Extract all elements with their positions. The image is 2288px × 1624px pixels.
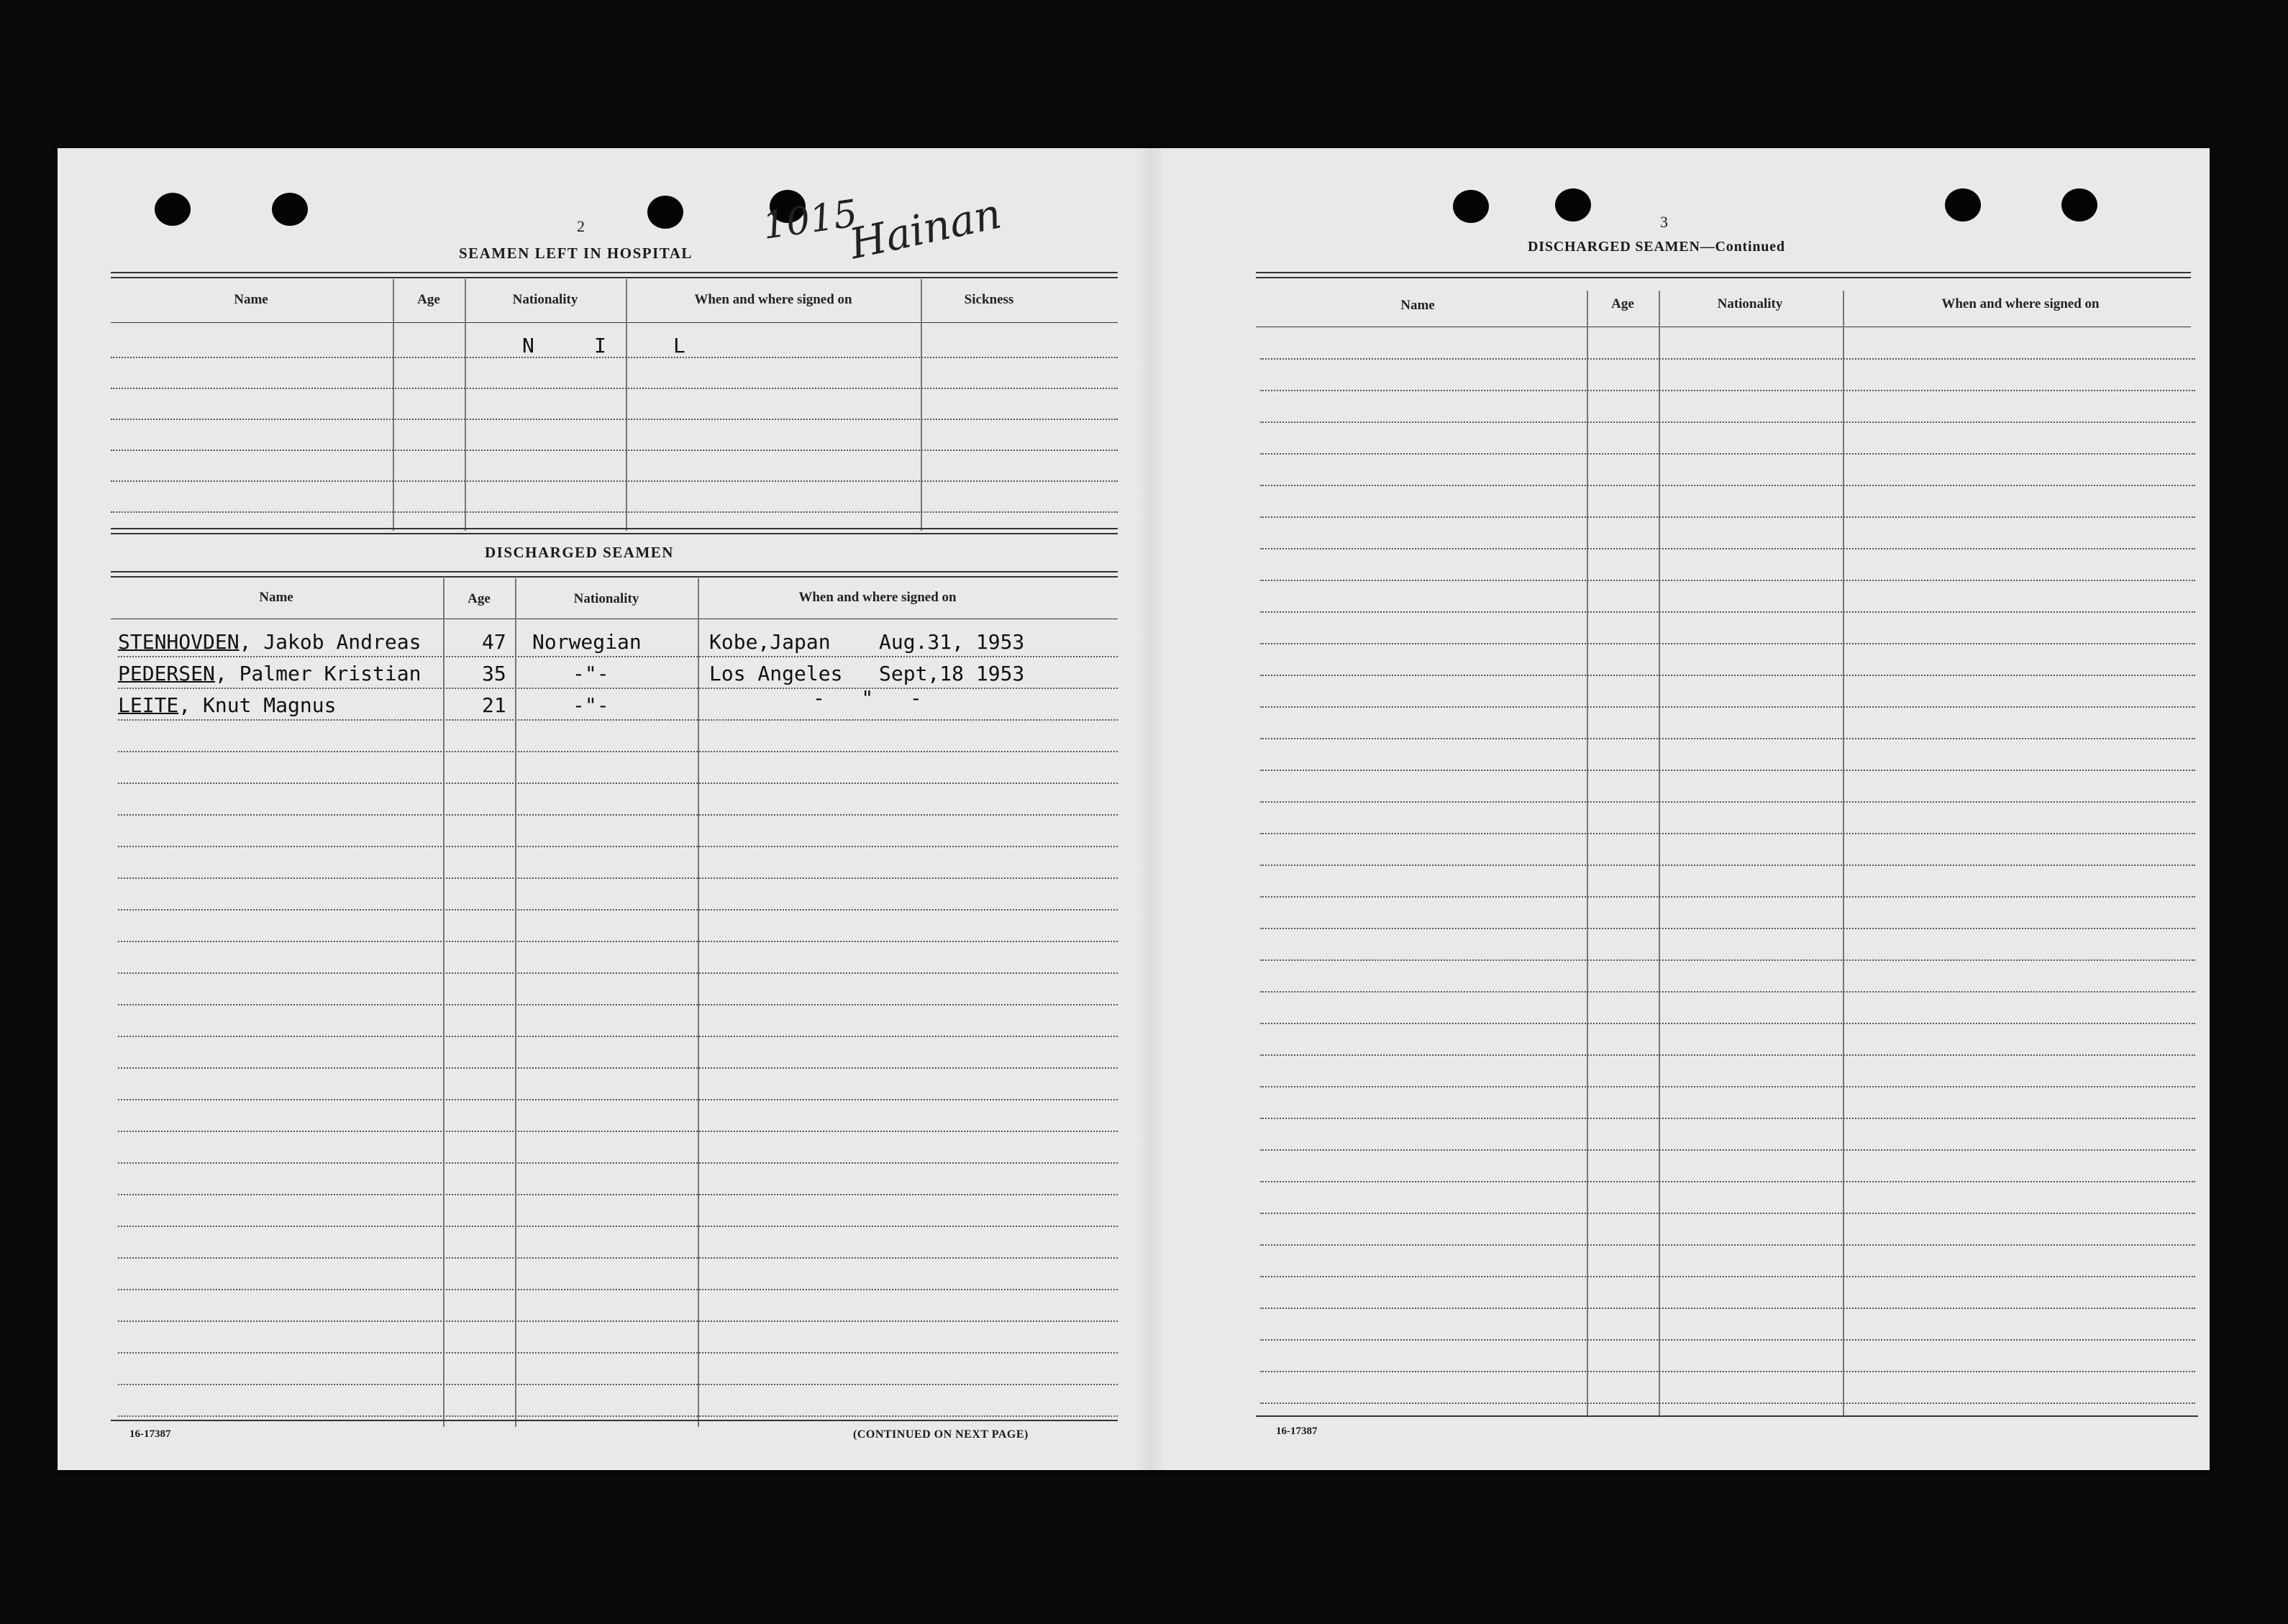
entry-line	[1260, 1023, 2195, 1024]
entry-line	[1260, 1244, 2195, 1246]
signed-on-date: Sept,18 1953	[879, 662, 1025, 685]
bottom-rule	[1256, 1415, 2198, 1417]
entry-line	[118, 1067, 1118, 1069]
col-header-nationality: Nationality	[512, 292, 578, 307]
col-header-nationality: Nationality	[573, 591, 639, 606]
punch-hole	[1945, 188, 1981, 222]
entry-line	[1260, 453, 2195, 455]
signed-on-place: Kobe,Japan	[709, 630, 831, 654]
col-header-signed-on: When and where signed on	[798, 590, 957, 605]
discharged-section-title: DISCHARGED SEAMEN	[485, 544, 674, 561]
bottom-rule	[111, 1420, 1118, 1421]
col-divider	[465, 279, 466, 531]
hospital-section-title: SEAMEN LEFT IN HOSPITAL	[459, 245, 693, 262]
entry-line	[118, 909, 1118, 911]
entry-line	[118, 1162, 1118, 1164]
seaman-age: 47	[482, 630, 506, 654]
col-header-age: Age	[468, 591, 491, 606]
seaman-nationality: -"-	[573, 693, 609, 717]
seaman-surname: STENHOVDEN	[118, 630, 240, 654]
signed-on-date: Aug.31, 1953	[879, 630, 1025, 654]
seaman-name	[118, 662, 421, 685]
page-number: 2	[577, 217, 585, 235]
entry-line	[1260, 865, 2195, 866]
entry-line	[111, 511, 1118, 513]
entry-line	[118, 656, 1118, 657]
col-divider	[921, 279, 922, 531]
ledger-spread	[58, 148, 2210, 1470]
col-header-age: Age	[417, 292, 440, 307]
entry-line	[1260, 421, 2195, 423]
seaman-name	[118, 693, 336, 717]
entry-line	[118, 783, 1118, 784]
entry-line	[118, 814, 1118, 816]
entry-line	[1260, 1371, 2195, 1372]
entry-line	[118, 1004, 1118, 1005]
entry-line	[1260, 1213, 2195, 1214]
col-divider	[1587, 291, 1588, 1415]
seaman-surname: PEDERSEN	[118, 662, 215, 685]
handwritten-name: Hainan	[845, 188, 1006, 269]
col-header-age: Age	[1611, 296, 1634, 311]
entry-line	[1260, 959, 2195, 961]
col-header-name: Name	[1400, 298, 1435, 313]
entry-line	[118, 846, 1118, 847]
entry-line	[118, 1320, 1118, 1322]
entry-line	[111, 450, 1118, 451]
hospital-header-rule	[111, 272, 1118, 278]
entry-line	[1260, 1339, 2195, 1341]
form-code: 16-17387	[1276, 1425, 1318, 1437]
entry-line	[1260, 1054, 2195, 1056]
entry-line	[1260, 1402, 2195, 1404]
entry-line	[1260, 390, 2195, 391]
col-header-name: Name	[259, 590, 293, 605]
signed-on-place: - " -	[813, 686, 922, 710]
entry-line	[111, 419, 1118, 420]
nil-letter: N	[522, 334, 534, 357]
col-divider	[515, 578, 516, 1427]
entry-line	[118, 1384, 1118, 1385]
left-page	[58, 148, 1115, 1470]
entry-line	[1260, 1308, 2195, 1309]
seaman-given-names: , Knut Magnus	[178, 693, 337, 717]
discharged-top-rule	[111, 528, 1118, 534]
col-header-name: Name	[234, 292, 268, 307]
entry-line	[118, 1131, 1118, 1132]
seaman-age: 21	[482, 693, 506, 717]
entry-line	[118, 719, 1118, 721]
seaman-name	[118, 630, 421, 654]
entry-line	[1260, 611, 2195, 613]
seaman-given-names: , Palmer Kristian	[214, 662, 421, 685]
entry-line	[1260, 770, 2195, 771]
col-divider	[1659, 291, 1660, 1415]
entry-line	[118, 1415, 1118, 1417]
entry-line	[111, 357, 1118, 358]
entry-line	[1260, 1181, 2195, 1182]
entry-line	[1260, 896, 2195, 898]
col-divider	[443, 578, 445, 1427]
punch-hole	[155, 193, 191, 226]
entry-line	[1260, 1086, 2195, 1087]
center-fold	[1136, 148, 1165, 1470]
entry-line	[118, 1352, 1118, 1354]
seaman-nationality: -"-	[573, 662, 609, 685]
entry-line	[111, 388, 1118, 389]
entry-line	[118, 688, 1118, 689]
entry-line	[1260, 485, 2195, 486]
seaman-age: 35	[482, 662, 506, 685]
entry-line	[1260, 516, 2195, 518]
entry-line	[1260, 675, 2195, 676]
entry-line	[118, 751, 1118, 752]
entry-line	[1260, 928, 2195, 929]
entry-line	[1260, 580, 2195, 581]
form-code: 16-17387	[129, 1428, 171, 1440]
entry-line	[1260, 706, 2195, 708]
signed-on-place: Los Angeles	[709, 662, 843, 685]
entry-line	[111, 480, 1118, 482]
col-divider	[393, 279, 394, 531]
continued-note: (CONTINUED ON NEXT PAGE)	[853, 1428, 1029, 1441]
entry-line	[118, 1099, 1118, 1100]
col-header-nationality: Nationality	[1717, 296, 1783, 311]
discharged-header-rule	[111, 571, 1118, 578]
entry-line	[1260, 833, 2195, 834]
punch-hole	[1453, 190, 1489, 223]
entry-line	[118, 1226, 1118, 1227]
entry-line	[1260, 991, 2195, 993]
punch-hole	[272, 193, 308, 226]
entry-line	[1260, 548, 2195, 549]
entry-line	[1260, 643, 2195, 644]
col-header-sickness: Sickness	[964, 292, 1014, 307]
entry-line	[1260, 1149, 2195, 1151]
entry-line	[1260, 1276, 2195, 1277]
entry-line	[1260, 1118, 2195, 1119]
col-header-signed-on: When and where signed on	[694, 292, 852, 307]
right-section-title: DISCHARGED SEAMEN—Continued	[1528, 239, 1785, 255]
page-number: 3	[1660, 213, 1668, 231]
entry-line	[118, 1257, 1118, 1259]
handwritten-number: 1015	[760, 192, 860, 248]
entry-line	[1260, 738, 2195, 739]
entry-line	[118, 1036, 1118, 1037]
nil-letter: L	[673, 334, 685, 357]
punch-hole	[647, 196, 683, 229]
entry-line	[118, 877, 1118, 879]
entry-line	[118, 1194, 1118, 1195]
right-page	[1180, 148, 2210, 1470]
right-header-rule	[1256, 272, 2191, 278]
entry-line	[1260, 801, 2195, 803]
col-header-signed-on: When and where signed on	[1941, 296, 2100, 311]
seaman-nationality: Norwegian	[532, 630, 642, 654]
entry-line	[1260, 358, 2195, 360]
nil-letter: I	[594, 334, 606, 357]
punch-hole	[1555, 188, 1591, 222]
hospital-subheader-rule	[111, 322, 1118, 323]
col-divider	[1843, 291, 1844, 1415]
seaman-surname: LEITE	[118, 693, 179, 717]
col-divider	[698, 578, 699, 1427]
punch-hole	[2061, 188, 2097, 222]
entry-line	[118, 972, 1118, 974]
entry-line	[118, 1289, 1118, 1290]
col-divider	[626, 279, 627, 531]
seaman-given-names: , Jakob Andreas	[239, 630, 421, 654]
entry-line	[118, 941, 1118, 942]
